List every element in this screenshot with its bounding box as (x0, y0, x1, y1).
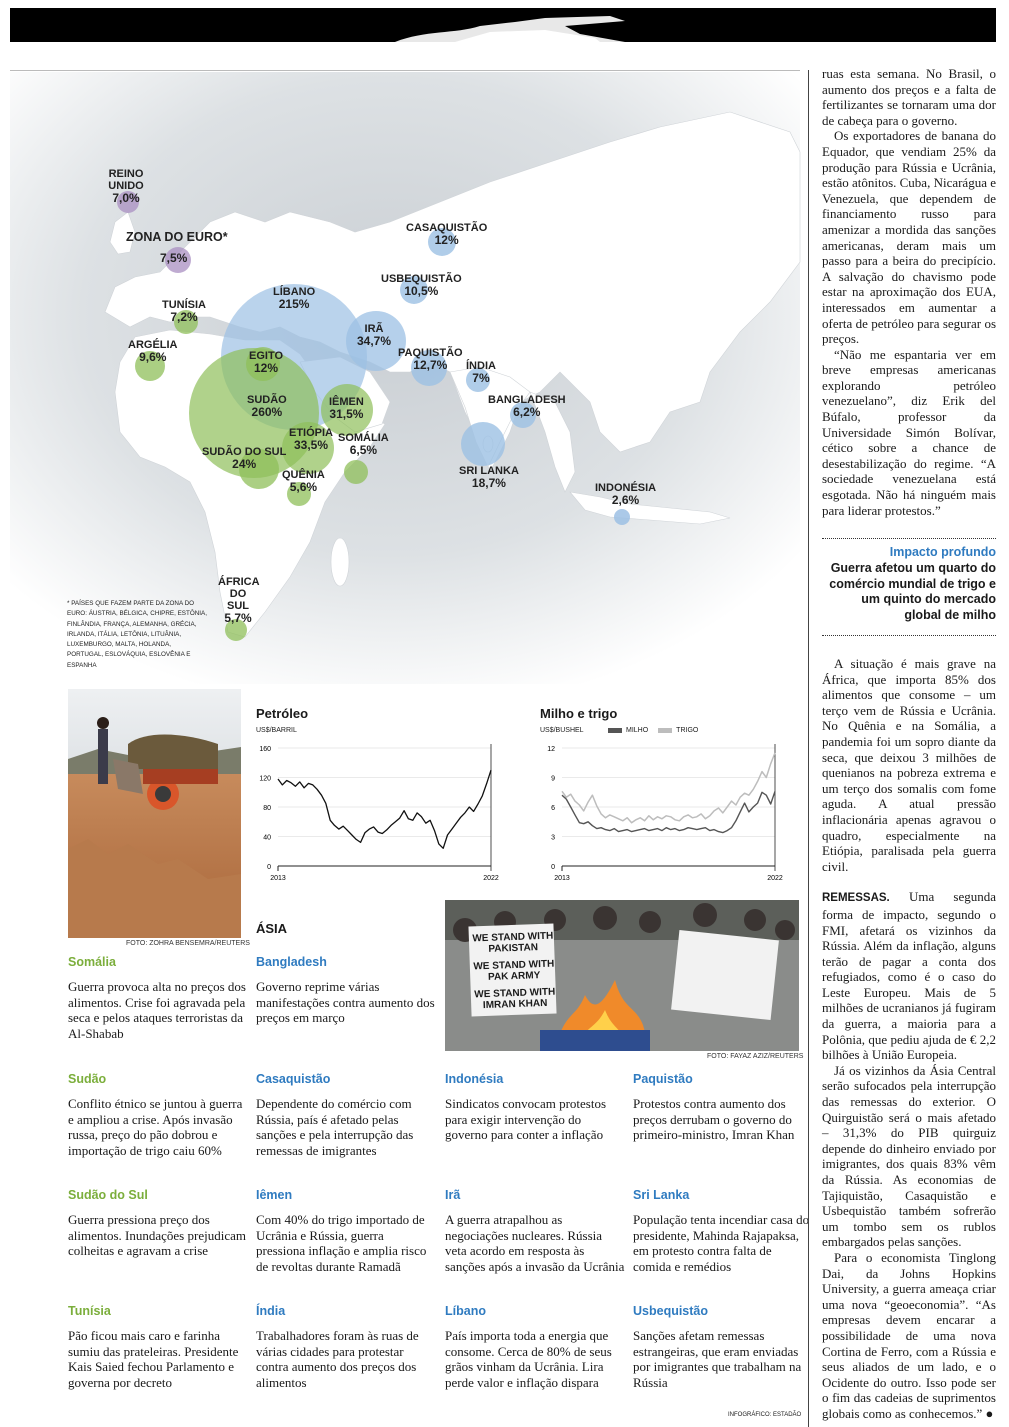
entry-india (256, 1304, 436, 1390)
top-rule (10, 70, 800, 71)
map-label-sudao-do-sul: SUDÃO DO SUL 24% (202, 446, 287, 471)
map-label-argelia: ARGÉLIA 9,6% (128, 339, 178, 364)
article-paragraph: Para o economista Tinglong Dai, da Johns Hopkins University, a guerra ameaça criar uma nova “geoeconomia”. “As empresas devem encarar a possibilidade de uma nova Cortina de Ferro, com a Rússia e seus aliados de um lado, e o Ocidente do outro. Isso pode ser o fim das cadeias de suprimentos globais como as conhecemos.” ● (822, 1249, 996, 1421)
grain-ytick-0: 0 (551, 864, 555, 871)
grain-ytick-6: 6 (551, 805, 555, 812)
kicker-bottom-rule (822, 635, 996, 636)
entry-iemen (256, 1188, 436, 1274)
entry-title: Bangladesh (256, 955, 327, 969)
map-label-casaquistao: CASAQUISTÃO 12% (406, 222, 488, 247)
entry-libano (445, 1304, 625, 1390)
bubble-somalia (344, 460, 368, 484)
grain-chart-plot (540, 706, 783, 886)
pull-quote-text: Guerra afetou um quarto do comércio mundial de trigo e um quinto do mercado global de milho (829, 561, 996, 622)
map-label-africa-do-sul: ÁFRICA DO SUL 5,7% (218, 576, 260, 625)
bubble-sri-lanka (461, 422, 505, 466)
map-label-indonesia: INDONÉSIA 2,6% (595, 482, 657, 507)
entry-indonesia (445, 1072, 625, 1143)
entry-body: Pão ficou mais caro e farinha sumiu das prateleiras. Presidente Kais Saied fechou Parlamento e governa por decreto (68, 1328, 239, 1390)
article-paragraph: ruas esta semana. No Brasil, o aumento dos preços e a falta de fertilizantes se tornaram uma dor de cabeça para o governo. (822, 66, 996, 128)
oil-ytick-160: 160 (259, 746, 271, 753)
entry-title: Tunísia (68, 1304, 111, 1318)
entry-title: Indonésia (445, 1072, 504, 1086)
grain-ytick-12: 12 (547, 746, 555, 753)
map-label-zona-do-euro: ZONA DO EURO* (126, 230, 228, 244)
grain-xlabel-start: 2013 (554, 875, 570, 882)
map-label-bangladesh: BANGLADESH 6,2% (488, 394, 566, 419)
entry-body: Governo reprime várias manifestações contra aumento dos preços em março (256, 979, 435, 1025)
entry-body: Com 40% do trigo importado de Ucrânia e Rússia, guerra pressiona inflação e amplia risco de revoltas durante Ramadã (256, 1212, 427, 1274)
oil-ytick-80: 80 (263, 805, 271, 812)
entry-casaquistao (256, 1072, 436, 1158)
entry-sudao-do-sul (68, 1188, 248, 1259)
entry-body: Protestos contra aumento dos preços derrubam o governo do primeiro-ministro, Imran Khan (633, 1096, 795, 1142)
entry-body: Conflito étnico se juntou à guerra e ampliou a crise. Após invasão russa, preço do pão dobrou e importação de trigo caiu 60% (68, 1096, 243, 1158)
grain-series-trigo (562, 753, 775, 823)
map-label-sri-lanka: SRI LANKA 18,7% (459, 465, 519, 490)
article-paragraph: “Não me espantaria ver em breve empresas americanas explorando petróleo venezuelano”, diz Erik del Búfalo, professor da Universidade Simón Bolívar, cético sobre a chance de desestabilização do regime. “A sociedade venezuelana está esgotada. Não há ninguém mais para liderar protestos.” (822, 346, 996, 518)
entry-sudao (68, 1072, 248, 1158)
oil-xlabel-start: 2013 (270, 875, 286, 882)
entry-title: Casaquistão (256, 1072, 331, 1086)
grain-ytick-9: 9 (551, 775, 555, 783)
map-label-iemen: IÊMEN 31,5% (329, 396, 364, 421)
entry-tunisia (68, 1304, 248, 1390)
section-header-bar (10, 8, 996, 42)
entry-title: Somália (68, 955, 116, 969)
remessas-text: Uma segunda forma de impacto, segundo o FMI, afetará os vizinhos da Rússia. Além da inflação, alguns terão de pagar a conta dos refugiados, como é o caso do Leste Europeu. Mais de 5 milhões de ucranianos já fugiram da guerra, a maioria para a Polônia, que pediu ajuda de € 2,2 bilhões à União Europeia. (822, 889, 996, 1063)
entry-body: Guerra provoca alta no preços dos alimentos. Crise foi agravada pela seca e pelos ataques terroristas da Al-Shabab (68, 979, 246, 1041)
map-label-usbequistao: USBEQUISTÃO 10,5% (381, 273, 462, 298)
entry-body: A guerra atrapalhou as negociações nucleares. Rússia veta acordo em resposta às sanções após a invasão da Ucrânia (445, 1212, 625, 1274)
map-label-egito: EGITO 12% (249, 350, 284, 375)
map-label-somalia: SOMÁLIA 6,5% (338, 432, 389, 457)
article-column-bottom (822, 656, 996, 1422)
legend-milho: MILHO (626, 727, 649, 734)
entry-body: População tenta incendiar casa do presidente, Mahinda Rajapaksa, em protesto contra falta de comida e remédios (633, 1212, 810, 1274)
map-label-etiopia: ETIÓPIA 33,5% (289, 427, 334, 452)
banner3-text: WE STAND WITH IMRAN KHAN (474, 986, 556, 1012)
column-rule (808, 70, 809, 1427)
entry-sri-lanka (633, 1188, 813, 1274)
legend-trigo: TRIGO (676, 727, 699, 734)
entry-title: Irã (445, 1188, 461, 1202)
entry-title: Sudão (68, 1072, 107, 1086)
grain-xlabel-end: 2022 (767, 875, 783, 882)
entry-ira (445, 1188, 625, 1274)
entry-title: Índia (256, 1304, 286, 1318)
article-paragraph: A situação é mais grave na África, que importa 85% dos alimentos que consome – um terço vem de Rússia e Ucrânia. No Quênia e na Somália, a pandemia foi um sopro diante da seca, que deixou 3 milhões de quenianos na pobreza extrema e um terço dos somalis com fome aguda. A atual pressão inflacionária apenas agravou o quadro, especialmente na Etiópia, paralisada pela guerra civil. (822, 656, 996, 874)
entry-body: Trabalhadores foram às ruas de várias cidades para protestar contra aumento dos preços dos alimentos (256, 1328, 419, 1390)
article-paragraph-remessas (822, 889, 996, 1063)
pull-quote-kicker: Impacto profundo (889, 545, 996, 559)
map-label-paquistao: PAQUISTÃO 12,7% (398, 347, 463, 372)
entry-body: Guerra pressiona preço dos alimentos. Inundações prejudicam colheitas e agravam a crise (68, 1212, 246, 1258)
grain-ytick-3: 3 (551, 834, 555, 842)
map-footnote: * PAÍSES QUE FAZEM PARTE DA ZONA DO EURO: ÁUSTRIA, BÉLGICA, CHIPRE, ESTÔNIA, FINLÂNDIA, FRANÇA, ALEMANHA, GRÉCIA, IRLANDA, ITÁLIA, LETÔNIA, LITUÂNIA, LUXEMBURGO, MALTA, HOLANDA, PORTUGAL, ESLOVÁQUIA, ESLOVÊNIA E ESPANHA (67, 600, 207, 669)
entry-title: Sri Lanka (633, 1188, 690, 1202)
infographic-credit: INFOGRÁFICO: ESTADÃO (728, 1412, 802, 1418)
entry-title: Sudão do Sul (68, 1188, 148, 1202)
world-map (10, 72, 800, 684)
entry-usbequistao (633, 1304, 813, 1390)
pakistan-protest-photo (445, 900, 799, 1051)
map-label-sudao: SUDÃO 260% (247, 394, 287, 419)
oil-chart-title: Petróleo (256, 706, 309, 721)
entry-body: País importa toda a energia que consome. Cerca de 80% de seus grãos vinham da Ucrânia. Lira perde valor e inflação dispara (445, 1328, 612, 1390)
banner1-text: WE STAND WITH PAKISTAN (472, 930, 554, 955)
somalia-photo (68, 689, 241, 938)
oil-xlabel-end: 2022 (483, 875, 499, 882)
oil-ytick-0: 0 (267, 864, 271, 871)
oil-chart-unit: US$/BARRIL (256, 727, 297, 734)
article-paragraph: Já os vizinhos da Ásia Central serão sufocados pela interrupção das remessas do exterior. O Quirguistão será o mais afetado – 31,3% do PIB quirguiz depende do dinheiro enviado por imigrantes, dos quais 83% vêm da Rússia. As economias de Tajiquistão, Casaquistão e Usbequistão também sofrerão um tombo sem os rublos embargados pelas sanções. (822, 1062, 996, 1250)
article-paragraph: Os exportadores de banana do Equador, que vendiam 25% da produção para Rússia e Ucrânia, estão atônitos. Cuba, Nicarágua e Venezuela, que dependem de financiamento russo para amenizar a mordida das sanções americanas, deram mais um passo para a beira do precipício. A salvação do chavismo pode estar na aproximação dos EUA, interessados em aumentar a oferta de petróleo para segurar os preços. (822, 128, 996, 347)
map-label-ira: IRÃ 34,7% (357, 323, 392, 348)
oil-ytick-40: 40 (263, 834, 271, 842)
entry-paquistao (633, 1072, 813, 1143)
entry-body: Sindicatos convocam protestos para exigir intervenção do governo para conter a inflação (445, 1096, 607, 1142)
map-label-libano: LÍBANO 215% (273, 286, 316, 311)
oil-chart-plot (256, 706, 499, 886)
map-label-quenia: QUÊNIA 5,6% (282, 469, 325, 494)
entry-bangladesh (256, 955, 436, 1026)
entry-body: Dependente do comércio com Rússia, país é afetado pelas sanções e pela interrupção das remessas de imigrantes (256, 1096, 414, 1158)
entry-title: Paquistão (633, 1072, 693, 1086)
tank-silhouette-icon (395, 16, 625, 42)
entry-body: Sanções afetam remessas estrangeiras, que eram enviadas por imigrantes que trabalham na Rússia (633, 1328, 802, 1390)
grain-chart (540, 706, 783, 886)
entry-somalia (68, 955, 248, 1041)
banner2-text: WE STAND WITH PAK ARMY (473, 958, 555, 983)
bubble-indonesia (614, 509, 630, 525)
map-label-india: ÍNDIA 7% (466, 360, 496, 385)
somalia-photo-credit: FOTO: ZOHRA BENSEMRA/REUTERS (126, 940, 250, 947)
article-column-top (822, 66, 996, 518)
oil-ytick-120: 120 (259, 775, 271, 783)
oil-chart (256, 706, 499, 886)
grain-chart-title: Milho e trigo (540, 706, 618, 721)
kicker-top-rule (822, 538, 996, 539)
map-value-zona-do-euro: 7,5% (160, 251, 188, 265)
grain-chart-unit: US$/BUSHEL (540, 727, 584, 734)
entry-title: Iêmen (256, 1188, 293, 1202)
remessas-lead: REMESSAS. (822, 892, 890, 905)
map-label-tunisia: TUNÍSIA 7,2% (162, 299, 206, 324)
map-label-reino-unido: REINO UNIDO 7,0% (108, 168, 144, 205)
pull-quote (822, 545, 996, 623)
asia-heading: ÁSIA (256, 921, 288, 936)
entry-title: Usbequistão (633, 1304, 709, 1318)
pakistan-photo-credit: FOTO: FAYAZ AZIZ/REUTERS (707, 1053, 804, 1060)
entry-title: Líbano (445, 1304, 486, 1318)
